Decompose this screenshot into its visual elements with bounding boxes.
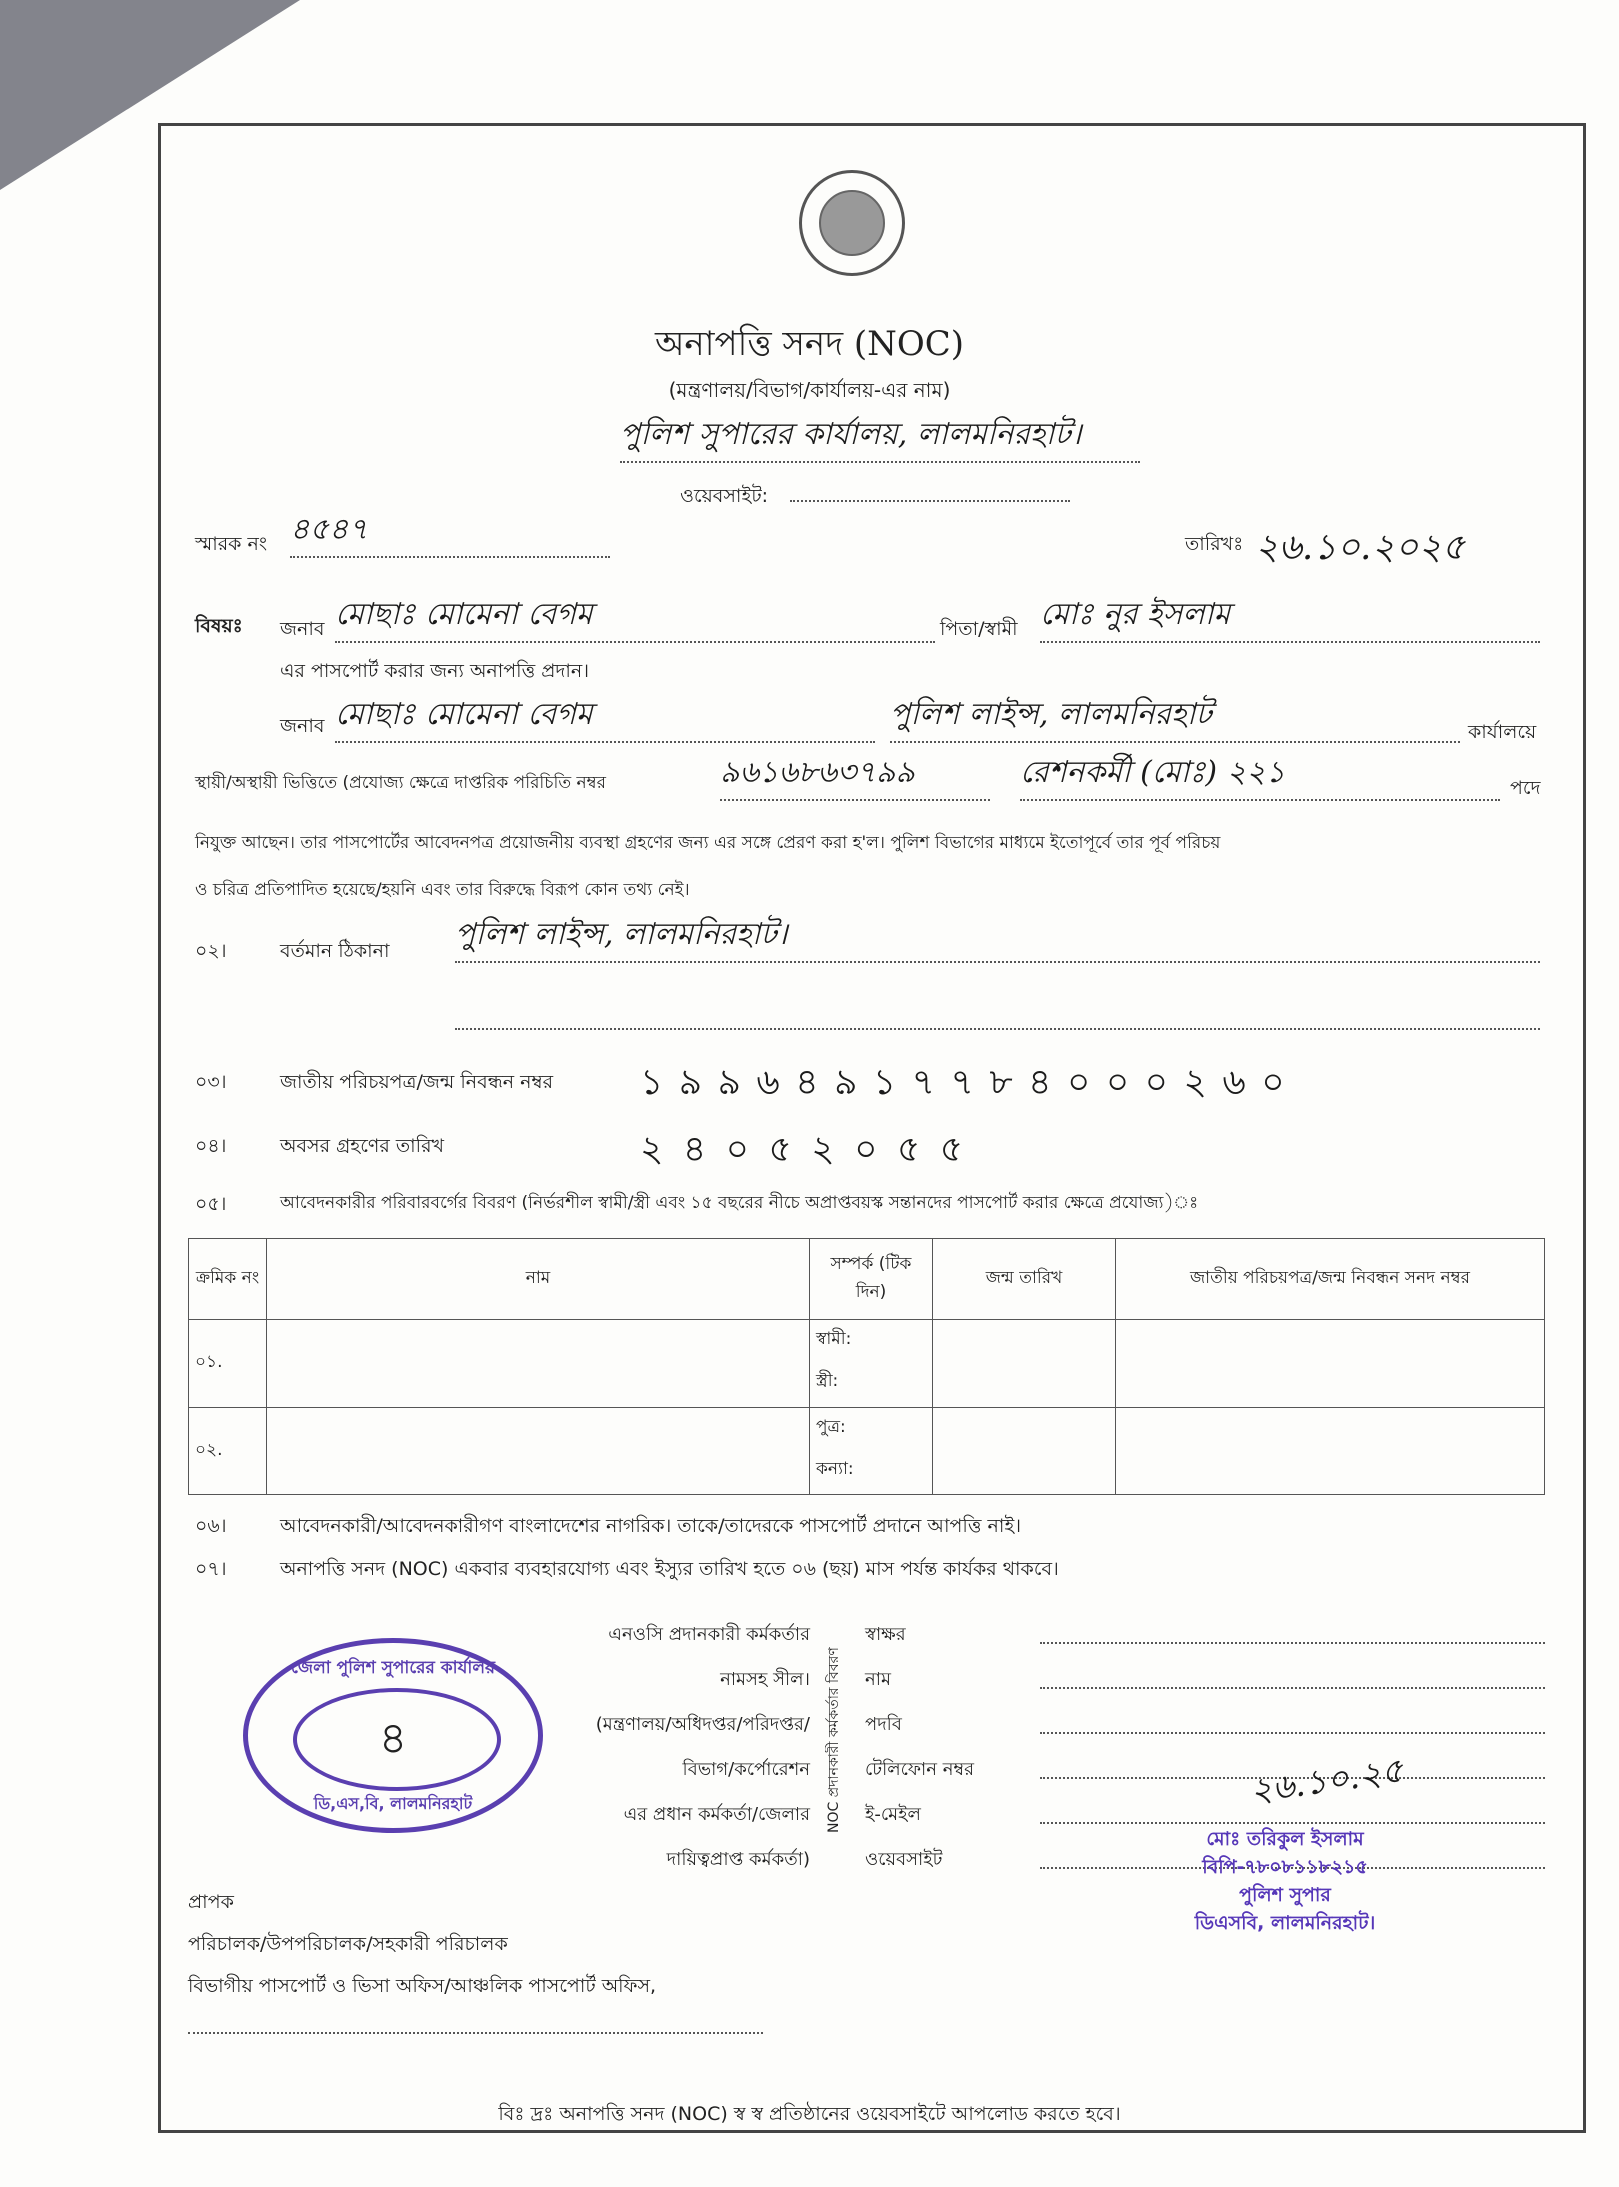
ministry-label: (মন্ত্রণালয়/বিভাগ/কার্যালয়-এর নাম) xyxy=(668,378,951,402)
field-telephone xyxy=(865,1747,1545,1792)
memo-number: ৪৫৪৭ xyxy=(290,505,610,558)
field-signature xyxy=(865,1612,1545,1657)
permanent-label: স্থায়ী/অস্থায়ী ভিত্তিতে (প্রযোজ্য ক্ষেত্রে দাপ্তরিক পরিচিতি নম্বর xyxy=(195,773,607,793)
document-title: অনাপত্তি সনদ (NOC) xyxy=(654,324,965,364)
nid-value: ১ ৯ ৯ ৬ ৪ ৯ ১ ৭ ৭ ৮ ৪ ০ ০ ০ ২ ৬ ০ xyxy=(640,1062,1287,1103)
nid-label: জাতীয় পরিচয়পত্র/জন্ম নিবন্ধন নম্বর xyxy=(280,1071,554,1093)
retire-label: অবসর গ্রহণের তারিখ xyxy=(280,1135,445,1157)
field-line xyxy=(1040,1657,1545,1689)
employee-office: পুলিশ লাইন্স, লালমনিরহাট xyxy=(890,690,1460,743)
address-line2 xyxy=(455,1028,1540,1030)
relation-daughter: কন্যা: xyxy=(816,1458,854,1479)
recipient-line1: পরিচালক/উপপরিচালক/সহকারী পরিচালক xyxy=(188,1933,508,1955)
field-line xyxy=(1040,1612,1545,1644)
employee-name: মোছাঃ মোমেনা বেগম xyxy=(335,690,875,743)
paragraph-line2: ও চরিত্র প্রতিপাদিত হয়েছে/হয়নি এবং তার বিরুদ্ধে বিরূপ কোন তথ্য নেই। xyxy=(195,880,690,900)
col-nid: জাতীয় পরিচয়পত্র/জন্ম নিবন্ধন সনদ নম্বর xyxy=(1116,1239,1545,1320)
field-label: স্বাক্ষর xyxy=(865,1624,906,1645)
nid-cell xyxy=(1116,1407,1545,1495)
stamp-top-text: জেলা পুলিশ সুপারের কার্যালয় xyxy=(290,1658,496,1678)
stamp-bottom-text: ডি,এস,বি, লালমনিরহাট xyxy=(313,1794,473,1813)
field-label: ওয়েবসাইট xyxy=(865,1849,943,1870)
signatory-line: এর প্রধান কর্মকর্তা/জেলার xyxy=(623,1804,810,1825)
officer-seal xyxy=(1140,1825,1430,1937)
signature-date: ২৬.১০.২৫ xyxy=(1247,1750,1406,1812)
relation-cell xyxy=(810,1320,933,1408)
seal-id: বিপি-৭৮০৮১১৮২১৫ xyxy=(1202,1856,1368,1878)
father-label: পিতা/স্বামী xyxy=(940,618,1018,640)
clause-06: আবেদনকারী/আবেদনকারীগণ বাংলাদেশের নাগরিক। তাকে/তাদেরকে পাসপোর্ট প্রদানে আপত্তি নাই। xyxy=(280,1515,1022,1537)
dob-cell xyxy=(933,1407,1116,1495)
relation-cell xyxy=(810,1407,933,1495)
designation-suffix: পদে xyxy=(1510,777,1541,799)
table-header-row xyxy=(189,1239,1545,1320)
item-02-num: ০২। xyxy=(195,940,227,962)
serial-cell: ০২. xyxy=(189,1407,267,1495)
relation-son: পুত্র: xyxy=(816,1416,846,1437)
col-name: নাম xyxy=(267,1239,810,1320)
signatory-line: এনওসি প্রদানকারী কর্মকর্তার xyxy=(608,1624,810,1645)
subject-label: বিষয়ঃ xyxy=(195,615,243,637)
field-label: পদবি xyxy=(865,1714,902,1735)
address-value: পুলিশ লাইন্স, লালমনিরহাট। xyxy=(455,910,1540,963)
seal-designation: পুলিশ সুপার xyxy=(1239,1884,1331,1906)
stamp-handwritten-mark: ৪ xyxy=(378,1713,408,1764)
table-row xyxy=(189,1407,1545,1495)
seal-office: ডিএসবি, লালমনিরহাট। xyxy=(1194,1912,1376,1934)
col-serial: ক্রমিক নং xyxy=(189,1239,267,1320)
relation-wife: স্ত্রী: xyxy=(816,1371,839,1391)
address-label: বর্তমান ঠিকানা xyxy=(280,940,390,962)
field-line xyxy=(1040,1702,1545,1734)
janab-label-2: জনাব xyxy=(280,715,325,737)
office-suffix: কার্যালয়ে xyxy=(1468,721,1537,743)
designation: রেশনকর্মী (মোঃ) ২২১ xyxy=(1020,748,1500,801)
item-03-num: ০৩। xyxy=(195,1071,227,1093)
janab-label: জনাব xyxy=(280,618,325,640)
date-label: তারিখঃ xyxy=(1185,533,1244,555)
memo-label: স্মারক নং xyxy=(195,533,268,555)
footer-note: বিঃ দ্রঃ অনাপত্তি সনদ (NOC) স্ব স্ব প্রতিষ্ঠানের ওয়েবসাইটে আপলোড করতে হবে। xyxy=(498,2103,1121,2125)
name-cell xyxy=(267,1320,810,1408)
serial-cell: ০১. xyxy=(189,1320,267,1408)
father-name: মোঃ নুর ইসলাম xyxy=(1040,590,1540,643)
signatory-line: বিভাগ/কর্পোরেশন xyxy=(682,1759,810,1780)
name-cell xyxy=(267,1407,810,1495)
dob-cell xyxy=(933,1320,1116,1408)
official-id: ৯৬১৬৮৬৩৭৯৯ xyxy=(720,748,990,801)
clause-07: অনাপত্তি সনদ (NOC) একবার ব্যবহারযোগ্য এবং ইস্যুর তারিখ হতে ০৬ (ছয়) মাস পর্যন্ত কার্যকর থাকবে। xyxy=(280,1558,1059,1580)
website-field xyxy=(790,500,1070,502)
signatory-line: নামসহ সীল। xyxy=(720,1669,810,1690)
office-round-stamp xyxy=(243,1638,543,1833)
recipient-line2: বিভাগীয় পাসপোর্ট ও ভিসা অফিস/আঞ্চলিক পাসপোর্ট অফিস, xyxy=(188,1975,657,1997)
field-label: টেলিফোন নম্বর xyxy=(865,1759,974,1780)
col-dob: জন্ম তারিখ xyxy=(933,1239,1116,1320)
signatory-line: (মন্ত্রণালয়/অধিদপ্তর/পরিদপ্তর/ xyxy=(595,1714,810,1735)
signatory-line: দায়িত্বপ্রাপ্ত কর্মকর্তা) xyxy=(666,1849,810,1870)
recipient-label: প্রাপক xyxy=(188,1891,234,1913)
office-name: পুলিশ সুপারের কার্যালয়, লালমনিরহাট। xyxy=(620,410,1140,463)
item-05-num: ০৫। xyxy=(195,1193,227,1215)
field-label: নাম xyxy=(865,1669,891,1690)
bangladesh-map-icon xyxy=(819,190,885,256)
table-row xyxy=(189,1320,1545,1408)
field-designation xyxy=(865,1702,1545,1747)
nid-cell xyxy=(1116,1320,1545,1408)
family-label: আবেদনকারীর পরিবারবর্গের বিবরণ (নির্ভরশীল স্বামী/স্ত্রী এবং ১৫ বছরের নীচে অপ্রাপ্তবয়স্ক সন্তানদের পাসপোর্ট করার ক্ষেত্রে প্রযোজ্য)ঃ xyxy=(280,1193,1199,1213)
col-relation: সম্পর্ক (টিক দিন) xyxy=(810,1239,933,1320)
paragraph-line1: নিযুক্ত আছেন। তার পাসপোর্টের আবেদনপত্র প্রয়োজনীয় ব্যবস্থা গ্রহণের জন্য এর সঙ্গে প্রেরণ করা হ'ল। পুলিশ বিভাগের মাধ্যমে ইতোপূর্বে তার পূর্ব পরিচয় xyxy=(195,833,1221,853)
applicant-name: মোছাঃ মোমেনা বেগম xyxy=(335,590,935,643)
field-label: ই-মেইল xyxy=(865,1804,921,1825)
retire-value: ২ ৪ ০ ৫ ২ ০ ৫ ৫ xyxy=(640,1129,968,1170)
item-07-num: ০৭। xyxy=(195,1558,227,1580)
subject-line2: এর পাসপোর্ট করার জন্য অনাপত্তি প্রদান। xyxy=(280,660,590,682)
date-value: ২৬.১০.২০২৫ xyxy=(1255,527,1466,568)
noc-vertical-label: NOC প্রদানকারী কর্মকর্তার বিবরণ xyxy=(826,1647,842,1833)
seal-name: মোঃ তরিকুল ইসলাম xyxy=(1206,1828,1364,1850)
recipient-line3 xyxy=(188,2032,763,2034)
item-06-num: ০৬। xyxy=(195,1515,227,1537)
field-name xyxy=(865,1657,1545,1702)
item-04-num: ০৪। xyxy=(195,1135,227,1157)
family-table xyxy=(188,1238,1545,1495)
website-label: ওয়েবসাইট: xyxy=(680,485,769,507)
government-emblem xyxy=(799,170,905,276)
relation-husband: স্বামী: xyxy=(816,1329,852,1349)
